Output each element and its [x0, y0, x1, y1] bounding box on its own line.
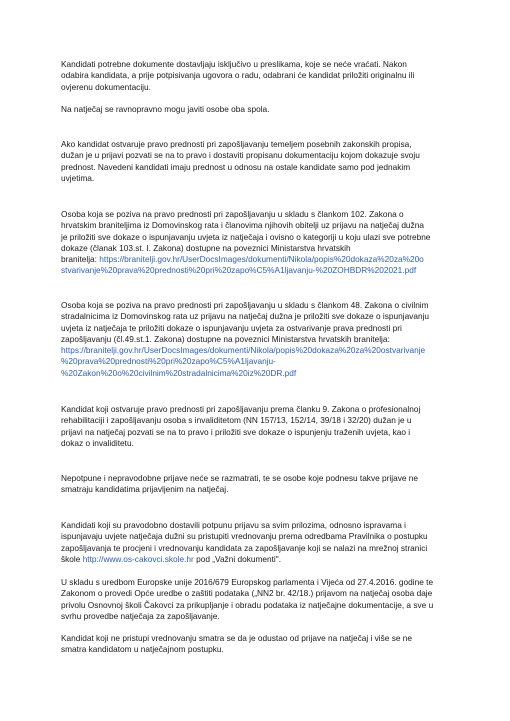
- school-website-link[interactable]: http://www.os-cakovci.skole.hr: [82, 553, 194, 564]
- paragraph-gdpr: U skladu s uredbom Europske unije 2016/679 Europskog parlamenta i Vijeća od 27.4.2016. godine te Zakonom o provedi Opće uredbe o zaštiti podataka („NN2 br. 42/18.) prijavom na natječaj osoba daje privolu Osnovnoj školi Čakovci za prikupljanje i obradu podataka iz natječajne dokumentacije, a sve u svrhu provedbe natječaja za zapošljavanje.: [61, 577, 434, 621]
- paragraph-no-show: Kandidat koji ne pristupi vrednovanju smatra se da je odustao od prijave na natječaj i više se ne smatra kandidatom u natječajnom postupku.: [61, 633, 412, 655]
- civil-victims-text: Osoba koja se poziva na pravo prednosti pri zapošljavanju u skladu s člankom 48. Zakona o civilnim stradalnicima iz Domovinskog rata uz prijavu na natječaj dužna je priložiti sve dokaze o ispunjavanju uvjeta iz natječaja te priložiti dokaze o ispunjavanju uvjeta za ostvarivanje prava prednosti pri zapošljavanju (čl.49.st.1. Zakona) dostupne na poveznici Ministarstva hrvatskih branitelja:: [61, 300, 430, 344]
- evaluation-tail: pod „Važni dokumenti".: [193, 553, 282, 564]
- paragraph-equal-gender: Na natječaj se ravnopravno mogu javiti osobe oba spola.: [61, 104, 270, 114]
- veterans-text: Osoba koja se poziva na pravo prednosti pri zapošljavanju u skladu s člankom 102. Zakona o hrvatskim braniteljima iz Domovinskog rata i članovima njihovih obitelji uz prijavu na natječaj dužna je priložiti sve dokaze o ispunjavanju uvjeta iz natječaja i ovisno o kategoriji u koju ulazi sve potrebne dokaze (članak 103.st. I. Zakona) dostupne na poveznici Ministarstva hrvatskih branitelja:: [61, 209, 431, 265]
- paragraph-civil-victims-priority: [61, 300, 449, 379]
- evaluation-text: Kandidati koji su pravodobno dostavili potpunu prijavu sa svim prilozima, odnosno ispravama i ispunjavaju uvjete natječaja dužni su pristupiti vrednovanju prema odredbama Pravilnika o postupku zapošljavanja te procjeni i vrednovanju kandidata za zapošljavanje koji se nalazi na mrežnoj stranici škole: [61, 520, 428, 564]
- paragraph-evaluation: [61, 520, 449, 565]
- paragraph-documents-copies: Kandidati potrebne dokumente dostavljaju isključivo u preslikama, koje se neće vraćati. Nakon odabira kandidata, a prije potpisivanja ugovora o radu, odabrani će kandidat priložiti originalnu ili ovjerenu dokumentaciju.: [61, 59, 415, 92]
- paragraph-veterans-priority: [61, 209, 449, 277]
- paragraph-incomplete-applications: Nepotpune i nepravodobne prijave neće se razmatrati, te se osobe koje podnesu takve prijave ne smatraju kandidatima prijavljenim na natječaj.: [61, 473, 418, 495]
- paragraph-disability-priority: Kandidat koji ostvaruje pravo prednosti pri zapošljavanju prema članku 9. Zakona o profesionalnoj rehabilitaciji i zapošljavanju osoba s invaliditetom (NN 157/13, 152/14, 39/18 i 32/20) dužan je u prijavi na natječaj pozvati se na to pravo i priložiti sve dokaze o ispunjenju traženih uvjeta, kao i dokaz o invaliditetu.: [61, 404, 421, 448]
- paragraph-priority-right: Ako kandidat ostvaruje pravo prednosti pri zapošljavanju temeljem posebnih zakonskih propisa, dužan je u prijavi pozvati se na to pravo i dostaviti propisanu dokumentaciju kojom dokazuje svoju prednost. Navedeni kandidati imaju prednost u odnosu na ostale kandidate samo pod jednakim uvjetima.: [61, 139, 420, 183]
- civil-victims-documents-link[interactable]: https://branitelji.gov.hr/UserDocsImages/dokumenti/Nikola/popis%20dokaza%20za%20ostvarivanje %20prava%20prednosti%20pri%20zapo%C5%A1ljavanju- %20Zakon%20o%20civilnim%20stradalnicima%20iz%20DR.pdf: [61, 345, 426, 378]
- veterans-documents-link[interactable]: https://branitelji.gov.hr/UserDocsImages/dokumenti/Nikola/popis%20dokaza%20za%20o stvarivanje%20prava%20prednosti%20pri%20zapo%C5%A1ljavanju-%20ZOHBDR%202021.pdf: [61, 254, 424, 276]
